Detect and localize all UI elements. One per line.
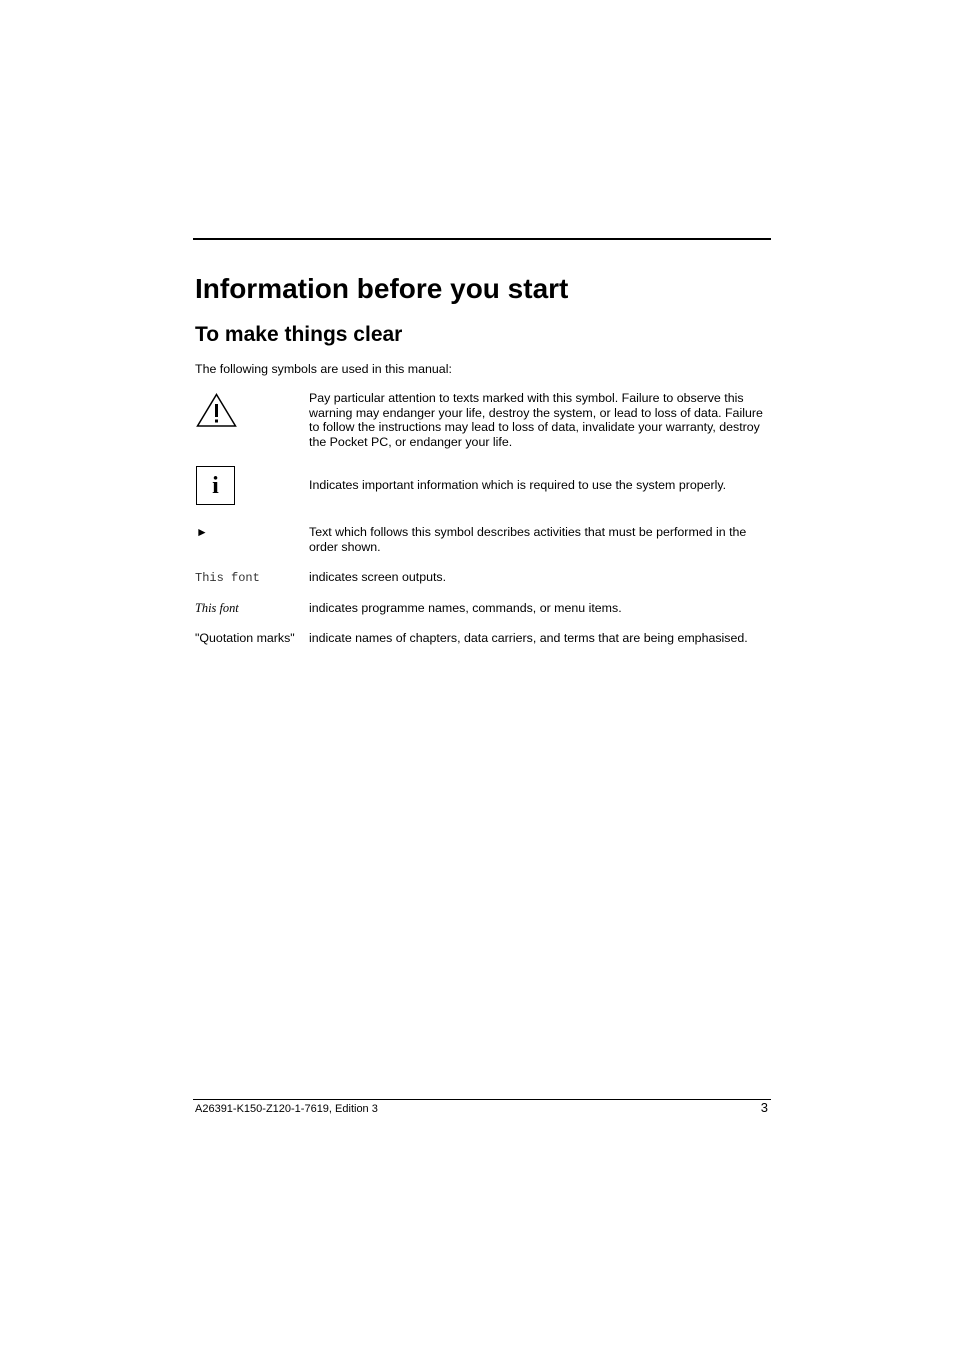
page-number: 3 <box>760 1100 768 1115</box>
quotation-marks-sample: "Quotation marks" <box>195 631 295 645</box>
page-title: Information before you start <box>195 273 569 304</box>
screen-font-sample: This font <box>195 571 260 585</box>
document-id: A26391-K150-Z120-1-7619, Edition 3 <box>195 1103 378 1115</box>
warning-triangle-icon <box>196 393 237 428</box>
info-icon: i <box>196 466 235 505</box>
info-description: Indicates important information which is required to use the system properly. <box>309 478 727 492</box>
quotation-marks-description: indicate names of chapters, data carriers, and terms that are being emphasised. <box>309 631 748 645</box>
italic-font-description: indicates programme names, commands, or menu items. <box>309 601 622 615</box>
intro-text: The following symbols are used in this manual: <box>195 362 452 376</box>
arrow-right-icon: ► <box>196 525 208 539</box>
warning-description: Pay particular attention to texts marked with this symbol. Failure to observe this warning may endanger your life, destroy the system, or lead to loss of data. Failure to follow the instructions may lead to loss of data, invalidate your warranty, destroy the Pocket PC, or endanger your life. <box>309 391 763 449</box>
italic-font-sample: This font <box>195 601 239 615</box>
screen-font-description: indicates screen outputs. <box>309 570 447 584</box>
header-rule <box>193 238 771 240</box>
arrow-description: Text which follows this symbol describes activities that must be performed in the order shown. <box>309 525 747 554</box>
footer-rule <box>193 1099 771 1100</box>
section-title: To make things clear <box>195 323 403 346</box>
